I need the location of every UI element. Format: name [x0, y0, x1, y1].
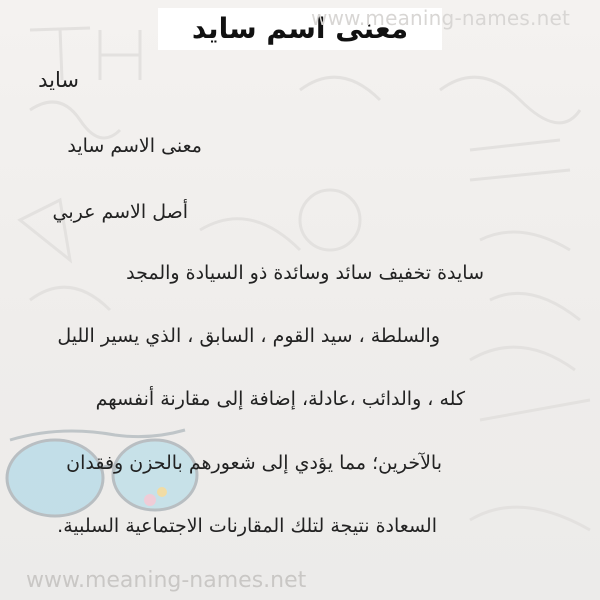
name-meaning-heading: معنى الاسم سايد: [67, 135, 202, 157]
watermark-bottom: www.meaning-names.net: [26, 568, 307, 593]
name-origin: أصل الاسم عربي: [52, 201, 188, 223]
meaning-line-4: بالآخرين؛ مما يؤدي إلى شعورهم بالحزن وفقدان: [66, 452, 442, 474]
name-word: سايد: [38, 68, 79, 92]
meaning-line-5: السعادة نتيجة لتلك المقارنات الاجتماعية السلبية.: [57, 515, 437, 537]
meaning-line-3: كله ، والدائب ،عادلة، إضافة إلى مقارنة أنفسهم: [95, 388, 465, 410]
watermark-top: www.meaning-names.net: [311, 6, 570, 30]
meaning-line-2: والسلطة ، سيد القوم ، السابق ، الذي يسير الليل: [57, 325, 440, 347]
page-title: معنى اسم سايد: [191, 12, 409, 45]
meaning-line-1: سايدة تخفيف سائد وسائدة ذو السيادة والمجد: [126, 262, 484, 284]
